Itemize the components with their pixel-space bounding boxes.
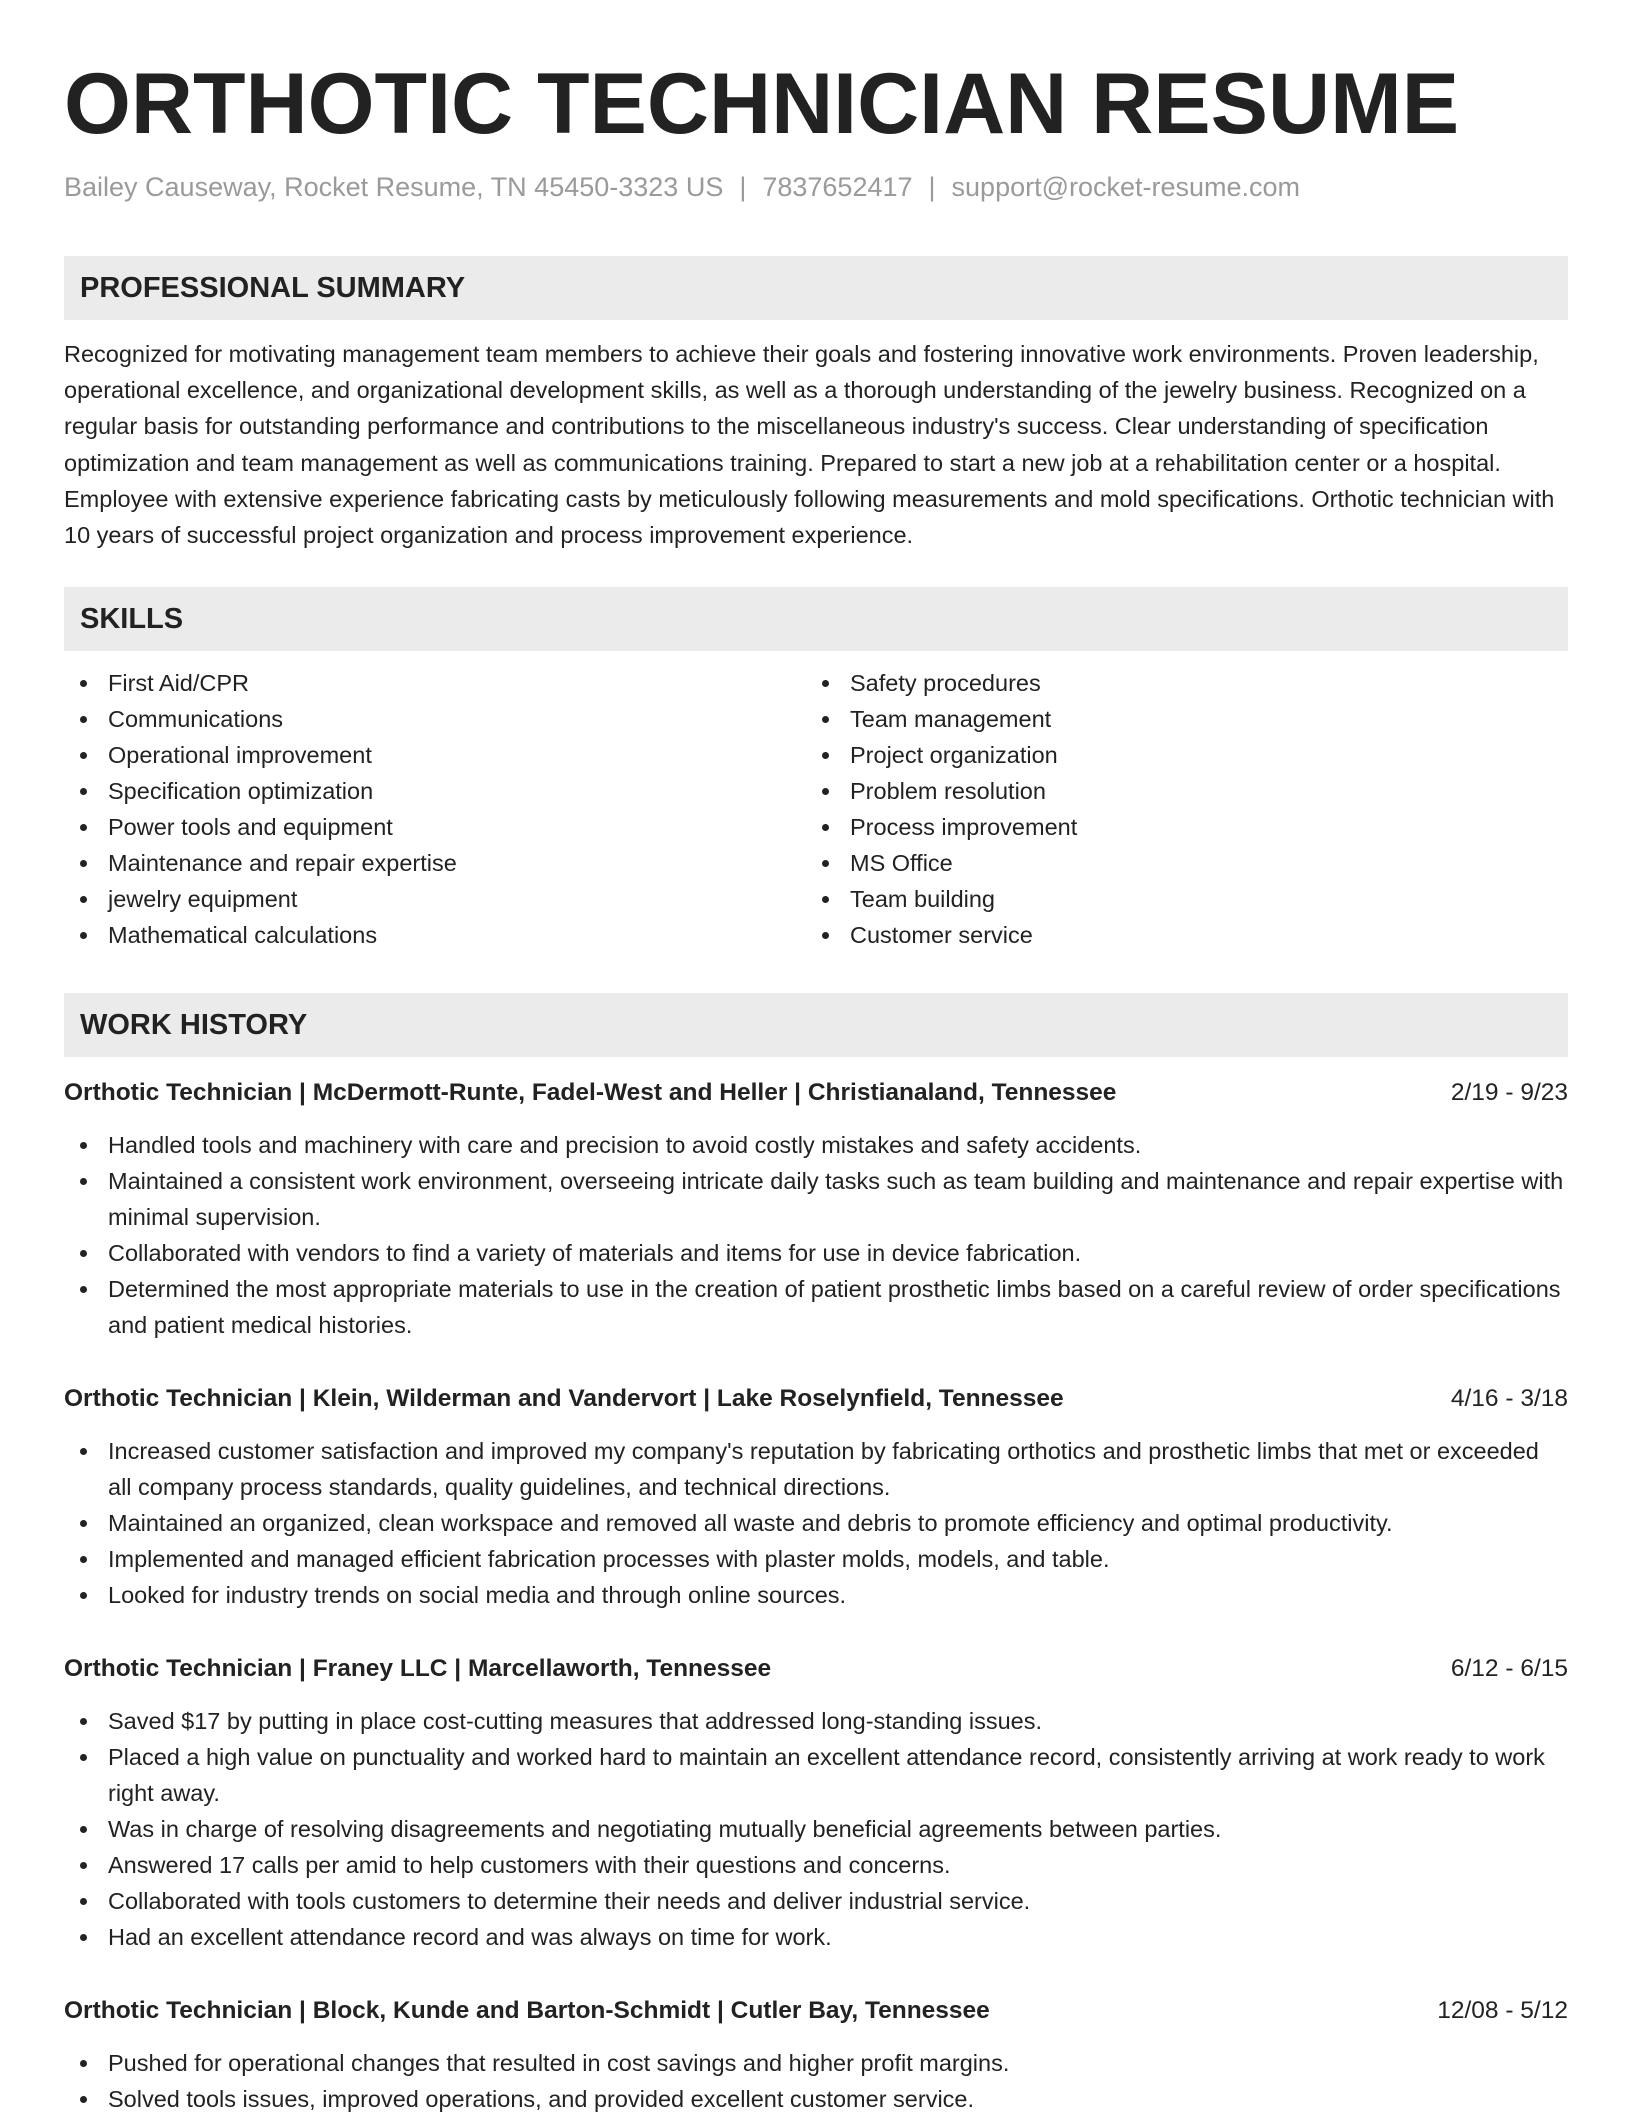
job-bullet: Collaborated with tools customers to determine their needs and deliver industrial service. — [64, 1883, 1568, 1919]
summary-heading: PROFESSIONAL SUMMARY — [64, 256, 1568, 320]
job-bullets — [64, 1127, 1568, 1343]
skill-item: Problem resolution — [806, 773, 1548, 809]
skill-item: Maintenance and repair expertise — [64, 845, 806, 881]
job-dates: 6/12 - 6/15 — [1450, 1655, 1568, 1683]
resume-page — [64, 56, 1568, 2117]
job-entry — [64, 1651, 1568, 1955]
work-history-heading: WORK HISTORY — [64, 993, 1568, 1057]
summary-text: Recognized for motivating management team members to achieve their goals and fostering innovative work environments. Proven leadership, operational excellence, and organizational development skills, as well as a thorough understanding of the jewelry business. Recognized on a regular basis for outstanding performance and contributions to the miscellaneous industry's success. Clear understanding of specification optimization and team management as well as communications training. Prepared to start a new job at a rehabilitation center or a hospital. Employee with extensive experience fabricating casts by meticulously following measurements and mold specifications. Orthotic technician with 10 years of successful project organization and process improvement experience. — [64, 341, 1555, 549]
job-title: Orthotic Technician | Block, Kunde and Barton-Schmidt | Cutler Bay, Tennessee — [64, 1997, 990, 2025]
skill-item: Team management — [806, 701, 1548, 737]
job-bullet: Maintained a consistent work environment, overseeing intricate daily tasks such as team building and maintenance and repair expertise with minimal supervision. — [64, 1163, 1568, 1235]
job-title: Orthotic Technician | Klein, Wilderman and Vandervort | Lake Roselynfield, Tennessee — [64, 1385, 1064, 1413]
skill-item: jewelry equipment — [64, 881, 806, 917]
job-entry — [64, 1381, 1568, 1613]
job-bullet: Pushed for operational changes that resulted in cost savings and higher profit margins. — [64, 2045, 1568, 2081]
job-header — [64, 1651, 1568, 1687]
skill-item: Process improvement — [806, 809, 1548, 845]
job-title: Orthotic Technician | McDermott-Runte, Fadel-West and Heller | Christianaland, Tennessee — [64, 1079, 1117, 1107]
job-entry — [64, 1075, 1568, 1343]
job-dates: 4/16 - 3/18 — [1450, 1385, 1568, 1413]
job-bullets — [64, 1703, 1568, 1955]
job-header — [64, 1381, 1568, 1417]
contact-email: support@rocket-resume.com — [951, 172, 1301, 202]
job-bullet: Determined the most appropriate materials to use in the creation of patient prosthetic limbs based on a careful review of order specifications and patient medical histories. — [64, 1271, 1568, 1343]
skill-item: Communications — [64, 701, 806, 737]
job-bullet: Was in charge of resolving disagreements and negotiating mutually beneficial agreements between parties. — [64, 1811, 1568, 1847]
skill-item: Team building — [806, 881, 1548, 917]
job-dates: 12/08 - 5/12 — [1437, 1997, 1568, 2025]
skills-column-left — [64, 665, 806, 953]
job-dates: 2/19 - 9/23 — [1450, 1079, 1568, 1107]
job-bullets — [64, 1433, 1568, 1613]
job-header — [64, 1993, 1568, 2029]
contact-separator: | — [739, 172, 747, 202]
job-entry — [64, 1993, 1568, 2117]
job-bullet: Had an excellent attendance record and was always on time for work. — [64, 1919, 1568, 1955]
job-bullet: Solved tools issues, improved operations, and provided excellent customer service. — [64, 2081, 1568, 2117]
contact-address: Bailey Causeway, Rocket Resume, TN 45450-3323 US — [64, 172, 724, 202]
job-bullet: Answered 17 calls per amid to help customers with their questions and concerns. — [64, 1847, 1568, 1883]
job-header — [64, 1075, 1568, 1111]
job-bullet: Saved $17 by putting in place cost-cutting measures that addressed long-standing issues. — [64, 1703, 1568, 1739]
skill-item: Customer service — [806, 917, 1548, 953]
skill-item: Power tools and equipment — [64, 809, 806, 845]
job-bullet: Increased customer satisfaction and improved my company's reputation by fabricating orthotics and prosthetic limbs that met or exceeded all company process standards, quality guidelines, and technical directions. — [64, 1433, 1568, 1505]
contact-separator: | — [928, 172, 936, 202]
skill-item: Specification optimization — [64, 773, 806, 809]
job-bullet: Placed a high value on punctuality and worked hard to maintain an excellent attendance record, consistently arriving at work ready to work right away. — [64, 1739, 1568, 1811]
skills-heading: SKILLS — [64, 587, 1568, 651]
skill-item: Project organization — [806, 737, 1548, 773]
skill-item: Mathematical calculations — [64, 917, 806, 953]
contact-line — [64, 170, 1568, 204]
job-bullet: Implemented and managed efficient fabrication processes with plaster molds, models, and table. — [64, 1541, 1568, 1577]
skills-column-right — [806, 665, 1548, 953]
skill-item: Operational improvement — [64, 737, 806, 773]
job-bullet: Looked for industry trends on social media and through online sources. — [64, 1577, 1568, 1613]
skill-item: First Aid/CPR — [64, 665, 806, 701]
job-bullet: Handled tools and machinery with care and precision to avoid costly mistakes and safety accidents. — [64, 1127, 1568, 1163]
skill-item: MS Office — [806, 845, 1548, 881]
job-bullets — [64, 2045, 1568, 2117]
skill-item: Safety procedures — [806, 665, 1548, 701]
job-title: Orthotic Technician | Franey LLC | Marcellaworth, Tennessee — [64, 1655, 772, 1683]
job-bullet: Maintained an organized, clean workspace and removed all waste and debris to promote efficiency and optimal productivity. — [64, 1505, 1568, 1541]
contact-phone: 7837652417 — [762, 172, 913, 202]
job-bullet: Collaborated with vendors to find a variety of materials and items for use in device fabrication. — [64, 1235, 1568, 1271]
skills-list — [64, 665, 1568, 953]
resume-title: ORTHOTIC TECHNICIAN RESUME — [64, 56, 1460, 152]
